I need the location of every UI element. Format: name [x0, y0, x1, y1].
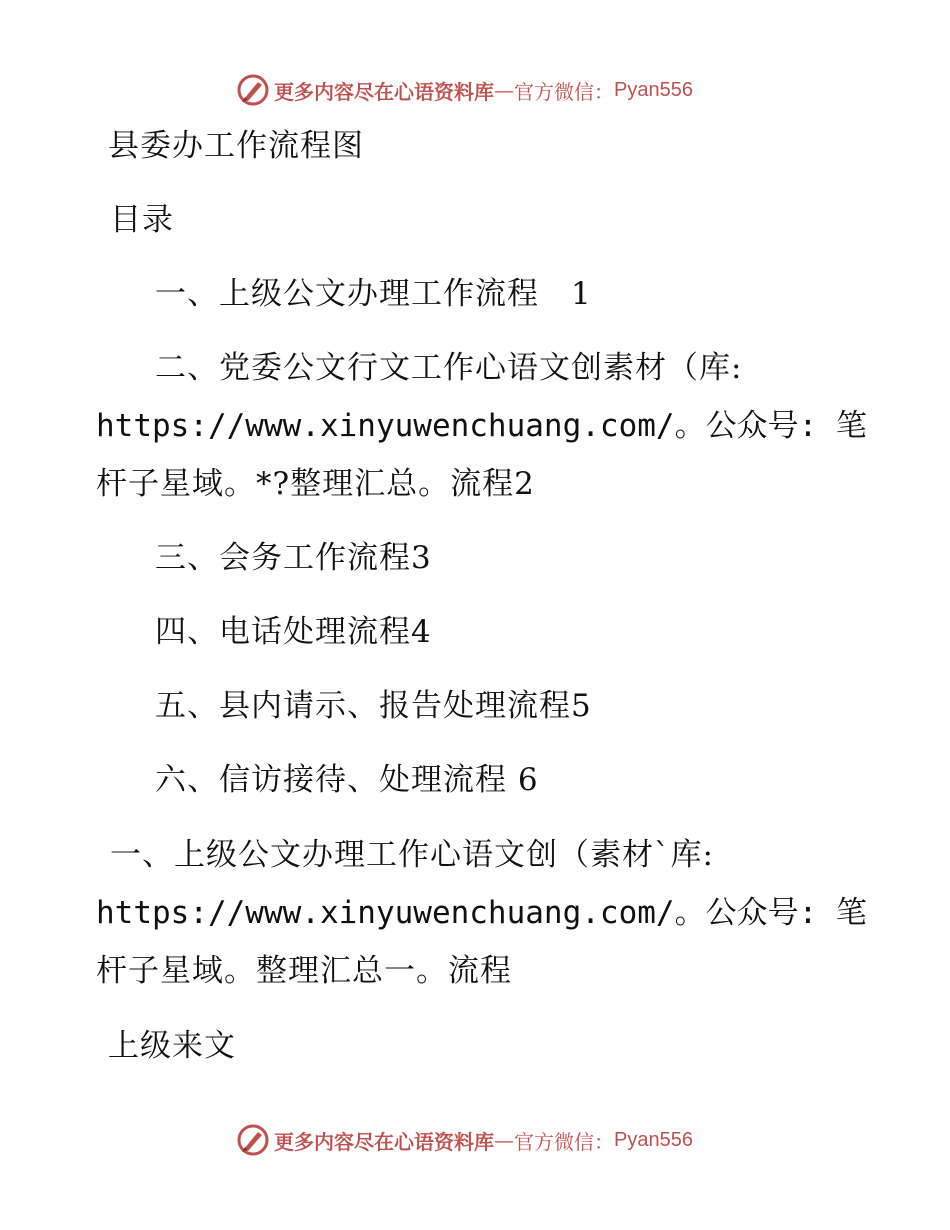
- watermark-wechat-label: 官方微信：: [514, 79, 614, 104]
- header-watermark: [236, 72, 693, 108]
- toc-item-2-line-1: 二、党委公文行文工作心语文创素材（库:: [155, 350, 743, 386]
- document-title: 县委办工作流程图: [108, 128, 364, 164]
- section-1-heading-line-1: 一、上级公文办理工作心语文创（素材`库:: [110, 837, 714, 873]
- footer-watermark: [236, 1122, 693, 1158]
- toc-item-3: 三、会务工作流程3: [155, 540, 432, 576]
- section-1-heading-line-2: https://www.xinyuwenchuang.com/。公众号: 笔: [96, 895, 867, 931]
- toc-item-4: 四、电话处理流程4: [155, 614, 432, 650]
- toc-heading: 目录: [110, 202, 174, 238]
- pen-logo-icon: [236, 1123, 270, 1157]
- subheading-superior-documents: 上级来文: [108, 1028, 236, 1064]
- watermark-dash: —: [494, 1128, 514, 1152]
- section-1-heading-line-3: 杆子星域。整理汇总一。流程: [96, 953, 512, 989]
- watermark-wechat-id: Pyan556: [614, 78, 693, 101]
- watermark-wechat-id: Pyan556: [614, 1128, 693, 1151]
- toc-item-1: 一、上级公文办理工作流程 1: [155, 276, 592, 312]
- toc-item-2-line-2: https://www.xinyuwenchuang.com/。公众号: 笔: [96, 408, 867, 444]
- watermark-site-text: 更多内容尽在心语资料库: [274, 1129, 494, 1154]
- watermark-dash: —: [494, 78, 514, 102]
- watermark-site-text: 更多内容尽在心语资料库: [274, 79, 494, 104]
- toc-item-6: 六、信访接待、处理流程 6: [155, 762, 539, 798]
- pen-logo-icon: [236, 73, 270, 107]
- watermark-wechat-label: 官方微信：: [514, 1129, 614, 1154]
- toc-item-5: 五、县内请示、报告处理流程5: [155, 688, 592, 724]
- toc-item-2-line-3: 杆子星域。*?整理汇总。流程2: [96, 466, 535, 502]
